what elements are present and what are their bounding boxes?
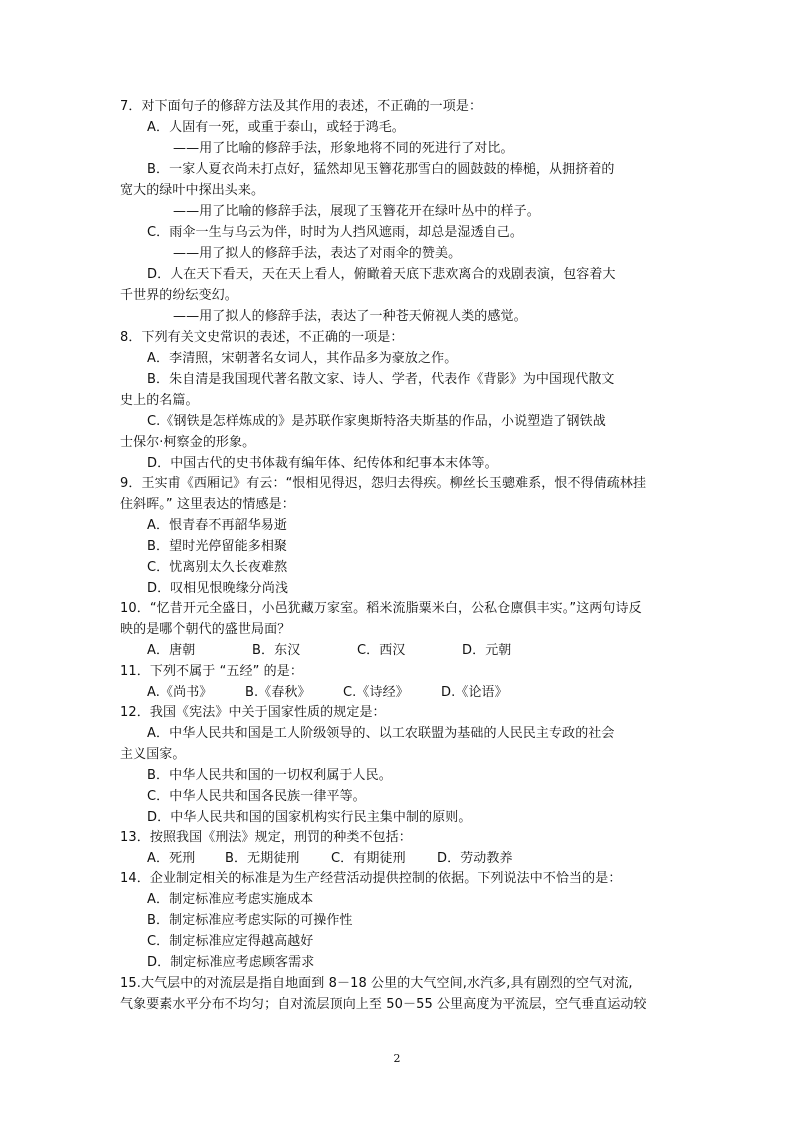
q13-option-d: D．劳动教养 <box>437 851 513 866</box>
q11-option-b: B.《春秋》 <box>245 685 311 700</box>
q7-option-d-line1: D．人在天下看天，天在天上看人，俯瞰着天底下悲欢离合的戏剧表演，包容着大 <box>147 267 616 282</box>
q8-option-b-line1: B．朱自清是我国现代著名散文家、诗人、学者，代表作《背影》为中国现代散文 <box>147 372 615 387</box>
q9-option-d: D．叹相见恨晚缘分尚浅 <box>147 581 289 596</box>
q10-option-b: B．东汉 <box>252 643 301 658</box>
q13-option-b: B．无期徒刑 <box>225 851 300 866</box>
q12-stem: 12．我国《宪法》中关于国家性质的规定是： <box>120 705 386 720</box>
q9-stem-line2: 住斜晖。” 这里表达的情感是： <box>120 497 295 512</box>
q14-stem: 14．企业制定相关的标准是为生产经营活动提供控制的依据。下列说法中不恰当的是： <box>120 871 622 886</box>
q13-option-a: A．死刑 <box>147 851 196 866</box>
q10-option-a: A．唐朝 <box>147 643 196 658</box>
q7-option-b-line1: B．一家人夏衣尚未打点好，猛然却见玉簪花那雪白的圆鼓鼓的棒槌，从拥挤着的 <box>147 162 615 177</box>
q12-option-d: D．中华人民共和国的国家机构实行民主集中制的原则。 <box>147 810 472 825</box>
q9-option-c: C．忧离别太久长夜难熬 <box>147 560 288 575</box>
q8-option-d: D．中国古代的史书体裁有编年体、纪传体和纪事本末体等。 <box>147 456 498 471</box>
q12-option-a-line2: 主义国家。 <box>120 747 186 762</box>
q9-option-b: B．望时光停留能多相聚 <box>147 539 288 554</box>
page-number: 2 <box>393 1052 401 1065</box>
q10-option-c: C．西汉 <box>357 643 406 658</box>
q11-option-d: D.《论语》 <box>441 685 508 700</box>
q12-option-b: B．中华人民共和国的一切权利属于人民。 <box>147 768 392 783</box>
q10-option-d: D．元朝 <box>462 643 512 658</box>
q7-option-c: C．雨伞一生与乌云为伴，时时为人挡风遮雨，却总是湿透自己。 <box>147 225 523 240</box>
q7-option-d-line2: 千世界的纷纭变幻。 <box>120 288 238 303</box>
q8-option-a: A．李清照，宋朝著名女词人，其作品多为豪放之作。 <box>147 351 458 366</box>
q14-option-c: C．制定标准应定得越高越好 <box>147 934 314 949</box>
q7-option-b-line2: 宽大的绿叶中探出头来。 <box>120 183 265 198</box>
q10-stem-line2: 映的是哪个朝代的盛世局面？ <box>120 622 291 637</box>
q14-option-b: B．制定标准应考虑实际的可操作性 <box>147 913 353 928</box>
q8-option-c-line1: C.《钢铁是怎样炼成的》是苏联作家奥斯特洛夫斯基的作品，小说塑造了钢铁战 <box>147 414 606 429</box>
q7-option-a: A．人固有一死，或重于泰山，或轻于鸿毛。 <box>147 120 405 135</box>
q8-stem: 8．下列有关文史常识的表述，不正确的一项是： <box>120 330 404 345</box>
q8-option-b-line2: 史上的名篇。 <box>120 393 199 408</box>
q7-option-b-note: ——用了比喻的修辞手法，展现了玉簪花开在绿叶丛中的样子。 <box>173 204 540 219</box>
q13-stem: 13．按照我国《刑法》规定，刑罚的种类不包括： <box>120 830 412 845</box>
q12-option-a-line1: A．中华人民共和国是工人阶级领导的、以工农联盟为基础的人民民主专政的社会 <box>147 726 615 741</box>
q13-option-c: C．有期徒刑 <box>331 851 406 866</box>
q7-option-d-note: ——用了拟人的修辞手法，表达了一种苍天俯视人类的感觉。 <box>173 309 527 324</box>
q15-line2: 气象要素水平分布不均匀；自对流层顶向上至 50－55 公里高度为平流层，空气垂直运动较 <box>120 997 647 1012</box>
q12-option-c: C．中华人民共和国各民族一律平等。 <box>147 789 366 804</box>
q7-option-a-note: ——用了比喻的修辞手法，形象地将不同的死进行了对比。 <box>173 141 514 156</box>
q14-option-a: A．制定标准应考虑实施成本 <box>147 892 314 907</box>
q7-option-c-note: ——用了拟人的修辞手法，表达了对雨伞的赞美。 <box>173 246 462 261</box>
q8-option-c-line2: 士保尔·柯察金的形象。 <box>120 435 256 450</box>
q11-stem: 11．下列不属于 “五经” 的是： <box>120 664 303 679</box>
q9-stem-line1: 9．王实甫《西厢记》有云：“恨相见得迟，怨归去得疾。柳丝长玉骢难系，恨不得倩疏林挂 <box>120 476 647 491</box>
q7-stem: 7．对下面句子的修辞方法及其作用的表述，不正确的一项是： <box>120 99 483 114</box>
q9-option-a: A．恨青春不再韶华易逝 <box>147 518 287 533</box>
q11-option-c: C.《诗经》 <box>343 685 409 700</box>
q15-line1: 15.大气层中的对流层是指自地面到 8－18 公里的大气空间,水汽多,具有剧烈的空气对流, <box>120 976 633 991</box>
q14-option-d: D．制定标准应考虑顾客需求 <box>147 955 315 970</box>
q10-stem-line1: 10．“忆昔开元全盛日，小邑犹藏万家室。稻米流脂粟米白，公私仓廪俱丰实。”这两句诗反 <box>120 601 642 616</box>
q11-option-a: A.《尚书》 <box>147 685 213 700</box>
